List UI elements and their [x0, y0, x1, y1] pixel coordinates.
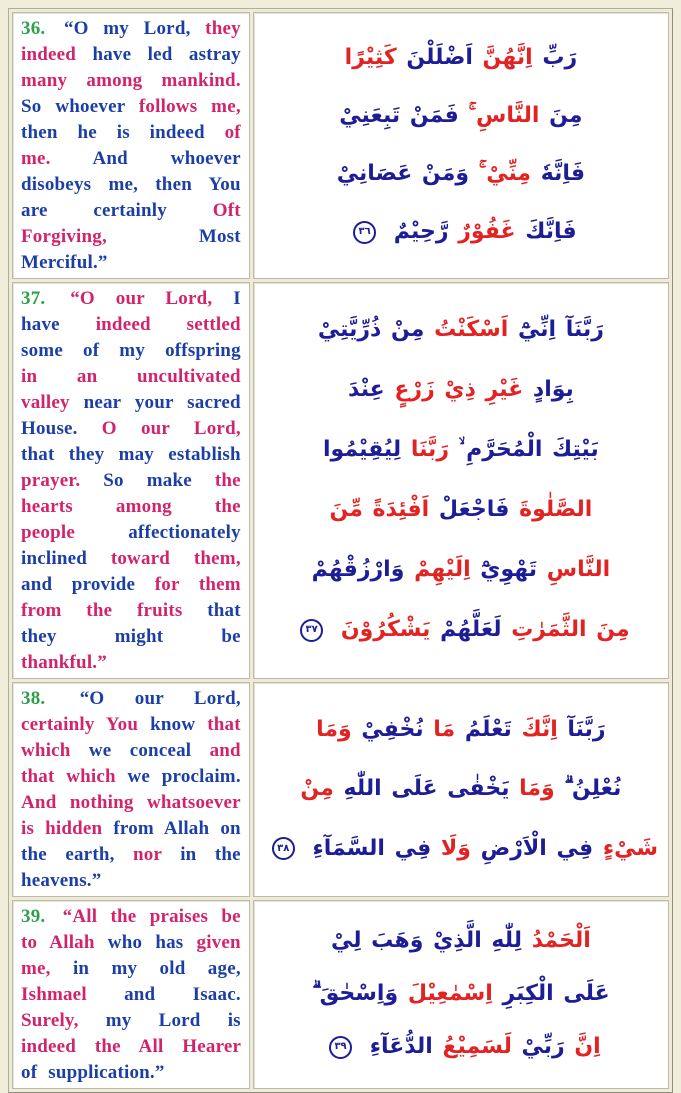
arabic-word: اِلَيْهِمْ: [414, 557, 471, 583]
english-segment: affectionately inclined: [21, 522, 241, 569]
english-segment: follows me,: [138, 96, 241, 117]
arabic-word: النَّاسِ: [546, 557, 611, 583]
arabic-word: فِي: [394, 835, 432, 861]
arabic-word: لَسَمِيْعُ: [442, 1034, 512, 1060]
arabic-line: [264, 160, 658, 189]
english-segment: we conceal: [88, 740, 192, 761]
english-segment: “O our Lord,: [70, 288, 213, 309]
english-segment: “All the praises be to Allah: [21, 906, 241, 953]
arabic-word: الدُّعَآءِ: [369, 1034, 433, 1060]
english-segment: of me.: [21, 122, 241, 169]
english-translation-cell: [12, 682, 250, 897]
arabic-word: غَيْرِ: [485, 377, 524, 403]
arabic-word: زَرْعٍ: [394, 377, 435, 403]
ayah-end-marker-icon: ٣٩: [329, 1036, 352, 1059]
verse-row: [12, 12, 669, 279]
arabic-word: ذُرِّيَّتِيْ: [317, 317, 382, 343]
english-segment: for them from the fruits: [21, 574, 241, 621]
arabic-word: رَبِّ: [542, 45, 578, 71]
arabic-word: مِنَ: [549, 103, 583, 129]
arabic-word: اَضْلَلْنَ: [406, 45, 473, 71]
arabic-line: [264, 316, 658, 345]
english-segment: from Allah on the earth,: [21, 818, 241, 865]
verse-row: [12, 682, 669, 897]
arabic-text: [264, 685, 658, 894]
arabic-line: [264, 1033, 658, 1062]
english-segment: that which: [21, 714, 241, 761]
english-segment: some of my offspring: [21, 340, 241, 361]
english-segment: and provide: [21, 574, 136, 595]
arabic-word: فَاِنَّكَ: [525, 219, 577, 245]
arabic-verse-cell: [253, 282, 669, 679]
english-translation-cell: [12, 900, 250, 1089]
arabic-word: الَّذِيْ: [433, 928, 482, 954]
english-segments: [21, 688, 241, 891]
arabic-line: [264, 496, 658, 525]
verse-number: 39.: [21, 906, 46, 927]
arabic-word: رَّحِيْمٌ: [393, 219, 449, 245]
verses-table: [8, 8, 673, 1093]
verse-row: [12, 282, 669, 679]
arabic-word: تَعْلَمُ: [464, 716, 512, 742]
english-segment: certainly You: [21, 714, 139, 735]
arabic-word: عِنْدَ: [347, 377, 385, 403]
english-segment: we proclaim.: [127, 766, 241, 787]
arabic-word: رَبِّيْ: [521, 1034, 565, 1060]
verse-number: 38.: [21, 688, 46, 709]
english-segment: Ishmael: [21, 984, 87, 1005]
english-segment: Most Merciful.”: [21, 226, 241, 273]
arabic-line: [264, 218, 658, 247]
english-segment: know: [150, 714, 196, 735]
english-text: [21, 904, 241, 1086]
english-segment: many among mankind.: [21, 70, 241, 91]
arabic-line: [264, 980, 658, 1009]
arabic-word: فَاِنَّهٗ: [540, 161, 586, 187]
arabic-line: [264, 835, 658, 864]
arabic-word: اِنَّ: [574, 1034, 601, 1060]
english-segment: have led astray: [92, 44, 241, 65]
arabic-word: شَيْءٍ: [602, 835, 658, 861]
arabic-word: وَارْزُقْهُمْ: [311, 557, 405, 583]
ayah-end-marker-icon: ٣٨: [272, 837, 295, 860]
arabic-word: عَصَانِيْ: [336, 161, 413, 187]
ayah-end-marker-icon: ٣٦: [353, 221, 376, 244]
arabic-word: الْكِبَرِ: [502, 981, 554, 1007]
verses-body: [12, 12, 669, 1089]
english-segment: given me,: [21, 932, 241, 979]
arabic-word: وَمَا: [519, 776, 555, 802]
arabic-line: [264, 44, 658, 73]
english-segment: of supplication.”: [21, 1062, 165, 1083]
arabic-word: وَاِسْحٰقَ ۗ: [312, 981, 399, 1007]
english-segment: “O my Lord,: [63, 18, 191, 39]
english-segment: in my old age,: [72, 958, 241, 979]
arabic-line: [264, 775, 658, 804]
english-segments: [21, 18, 241, 273]
arabic-word: غَفُوْرٌ: [458, 219, 516, 245]
arabic-word: وَمَا: [316, 716, 352, 742]
arabic-word: رَبَّنَآ: [567, 716, 606, 742]
arabic-word: النَّاسِ ۚ: [468, 103, 540, 129]
english-segment: O our Lord,: [101, 418, 241, 439]
arabic-line: [264, 376, 658, 405]
arabic-line: [264, 616, 658, 645]
arabic-word: بِوَادٍ: [532, 377, 574, 403]
arabic-word: نُخْفِيْ: [361, 716, 424, 742]
arabic-word: يَخْفٰى: [447, 776, 510, 802]
arabic-line: [264, 927, 658, 956]
english-segment: prayer.: [21, 470, 81, 491]
english-segment: that they may establish: [21, 444, 241, 465]
english-segment: then he is indeed: [21, 122, 205, 143]
english-segment: indeed the All Hearer: [21, 1036, 241, 1057]
arabic-text: [264, 903, 658, 1086]
arabic-word: مَا: [433, 716, 456, 742]
arabic-word: مِّنَ: [329, 497, 363, 523]
arabic-verse-cell: [253, 900, 669, 1089]
verse-number: 37.: [21, 288, 46, 309]
english-segment: in an uncultivated valley: [21, 366, 241, 413]
english-text: [21, 686, 241, 894]
arabic-word: الْاَرْضِ: [480, 835, 547, 861]
arabic-word: تَهْوِيْٓ: [480, 557, 538, 583]
english-segment: and that which: [21, 740, 241, 787]
arabic-word: مِنْ: [300, 776, 334, 802]
english-segment: toward them,: [110, 548, 241, 569]
english-segments: [21, 288, 241, 673]
arabic-text: [264, 15, 658, 276]
arabic-word: عَلَى: [391, 776, 438, 802]
arabic-word: الْمُحَرَّمِ ۙ: [458, 437, 543, 463]
english-text: [21, 16, 241, 276]
arabic-word: اِسْمٰعِيْلَ: [407, 981, 493, 1007]
arabic-word: مِنَ: [596, 617, 630, 643]
arabic-word: كَثِيْرًا: [344, 45, 397, 71]
ayah-end-marker-icon: ٣٧: [300, 619, 323, 642]
arabic-word: لِيْ: [330, 928, 362, 954]
arabic-word: مِنْ: [391, 317, 425, 343]
arabic-verse-cell: [253, 12, 669, 279]
arabic-verse-cell: [253, 682, 669, 897]
arabic-word: وَمَنْ: [421, 161, 470, 187]
arabic-text: [264, 285, 658, 676]
arabic-word: لِيُقِيْمُوا: [323, 437, 402, 463]
arabic-word: نُعْلِنُ ۗ: [564, 776, 622, 802]
english-segment: that they might be: [21, 600, 241, 647]
english-segment: indeed settled: [95, 314, 241, 335]
verse-row: [12, 900, 669, 1089]
english-segment: And whoever disobeys me, then You are certainly: [21, 148, 241, 221]
arabic-word: اَلْحَمْدُ: [531, 928, 591, 954]
arabic-word: رَبَّنَا: [410, 437, 449, 463]
arabic-word: وَهَبَ: [371, 928, 424, 954]
english-segment: And nothing whatsoever is hidden: [21, 792, 241, 839]
arabic-word: الصَّلٰوةَ: [519, 497, 593, 523]
english-translation-cell: [12, 12, 250, 279]
arabic-word: اَسْكَنْتُ: [434, 317, 509, 343]
arabic-line: [264, 716, 658, 745]
arabic-word: اَفْئِدَةً: [372, 497, 430, 523]
english-segment: they indeed: [21, 18, 241, 65]
arabic-word: اللّٰهِ: [343, 776, 382, 802]
english-segment: the hearts among the people: [21, 470, 241, 543]
arabic-word: ذِيْ: [444, 377, 476, 403]
english-segment: I have: [21, 288, 241, 335]
arabic-word: اِنَّهُنَّ: [482, 45, 533, 71]
arabic-line: [264, 436, 658, 465]
arabic-line: [264, 556, 658, 585]
verse-number: 36.: [21, 18, 46, 39]
english-text: [21, 286, 241, 676]
arabic-word: الثَّمَرٰتِ: [511, 617, 587, 643]
arabic-word: تَبِعَنِيْ: [339, 103, 401, 129]
english-segment: who has: [107, 932, 184, 953]
english-segment: and Isaac.: [124, 984, 241, 1005]
arabic-word: لَعَلَّهُمْ: [440, 617, 502, 643]
arabic-word: وَلَا: [440, 835, 471, 861]
arabic-word: فَاجْعَلْ: [438, 497, 510, 523]
arabic-line: [264, 102, 658, 131]
english-segment: thankful.”: [21, 652, 107, 673]
english-segment: Surely,: [21, 1010, 79, 1031]
arabic-word: يَشْكُرُوْنَ: [340, 617, 431, 643]
english-segment: my Lord is: [105, 1010, 241, 1031]
english-segment: nor: [133, 844, 162, 865]
english-segment: “O our Lord,: [79, 688, 241, 709]
arabic-word: اِنَّكَ: [521, 716, 558, 742]
arabic-word: السَّمَآءِ: [312, 835, 385, 861]
arabic-word: مِنِّيْ ۚ: [478, 161, 532, 187]
arabic-word: بَيْتِكَ: [552, 437, 599, 463]
arabic-word: فِي: [556, 835, 594, 861]
english-translation-cell: [12, 282, 250, 679]
english-segment: Oft Forgiving,: [21, 200, 241, 247]
arabic-word: اِنِّيْٓ: [518, 317, 557, 343]
arabic-word: عَلَى: [563, 981, 610, 1007]
english-segment: near your sacred House.: [21, 392, 241, 439]
english-segment: in the heavens.”: [21, 844, 241, 891]
english-segments: [21, 906, 241, 1083]
english-segment: So make: [103, 470, 192, 491]
arabic-word: فَمَنْ: [409, 103, 459, 129]
arabic-word: لِلّٰهِ: [491, 928, 523, 954]
english-segment: So whoever: [21, 96, 125, 117]
arabic-word: رَبَّنَآ: [565, 317, 604, 343]
